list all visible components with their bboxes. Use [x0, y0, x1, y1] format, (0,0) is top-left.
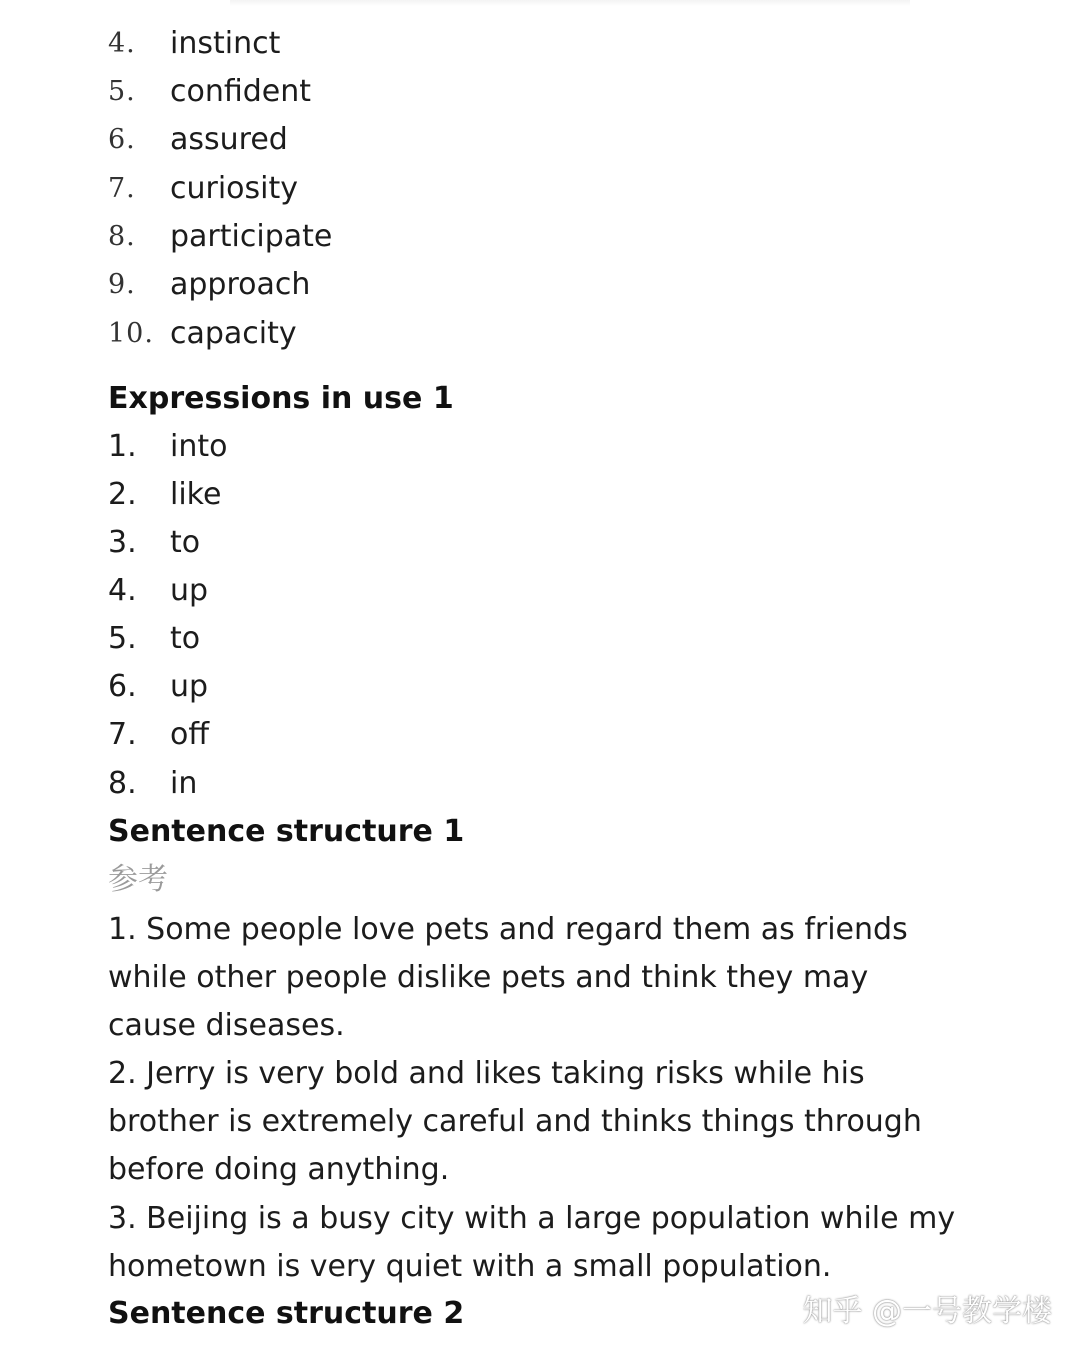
answer-line: 1. Some people love pets and regard them as friends — [108, 912, 908, 947]
answer-line: hometown is very quiet with a small population. — [108, 1249, 832, 1284]
item-number: 10. — [108, 318, 154, 349]
item-number: 2. — [108, 477, 137, 512]
item-word: up — [170, 669, 209, 704]
section-heading-sentence-structure-2: Sentence structure 2 — [108, 1296, 465, 1331]
item-number: 1. — [108, 429, 137, 464]
item-number: 6. — [108, 124, 136, 155]
item-number: 7. — [108, 173, 136, 204]
zhihu-watermark: 知乎 @一号教学楼 — [802, 1294, 1052, 1329]
answer-line: cause diseases. — [108, 1008, 345, 1043]
cropped-top-line — [230, 0, 910, 6]
answer-line: while other people dislike pets and think they may — [108, 960, 869, 995]
item-word: instinct — [170, 26, 281, 61]
item-word: capacity — [170, 316, 297, 351]
item-word: like — [170, 477, 222, 512]
item-word: confident — [170, 74, 312, 109]
section-heading-sentence-structure-1: Sentence structure 1 — [108, 814, 465, 849]
item-word: curiosity — [170, 171, 299, 206]
section-heading-expressions: Expressions in use 1 — [108, 381, 454, 416]
item-word: in — [170, 766, 198, 801]
item-number: 8. — [108, 766, 137, 801]
item-word: to — [170, 621, 201, 656]
item-number: 9. — [108, 269, 136, 300]
item-number: 3. — [108, 525, 137, 560]
item-word: approach — [170, 267, 311, 302]
reference-label: 参考 — [108, 862, 168, 897]
item-word: up — [170, 573, 209, 608]
item-number: 8. — [108, 221, 136, 252]
item-number: 4. — [108, 573, 137, 608]
item-number: 5. — [108, 76, 136, 107]
item-word: into — [170, 429, 228, 464]
answer-line: brother is extremely careful and thinks things through — [108, 1104, 922, 1139]
item-number: 5. — [108, 621, 137, 656]
item-word: participate — [170, 219, 333, 254]
item-number: 7. — [108, 717, 137, 752]
item-number: 6. — [108, 669, 137, 704]
item-number: 4. — [108, 28, 136, 59]
answer-line: 2. Jerry is very bold and likes taking risks while his — [108, 1056, 865, 1091]
answer-line: 3. Beijing is a busy city with a large population while my — [108, 1201, 956, 1236]
answer-line: before doing anything. — [108, 1152, 450, 1187]
item-word: assured — [170, 122, 288, 157]
item-word: to — [170, 525, 201, 560]
item-word: off — [170, 717, 210, 752]
